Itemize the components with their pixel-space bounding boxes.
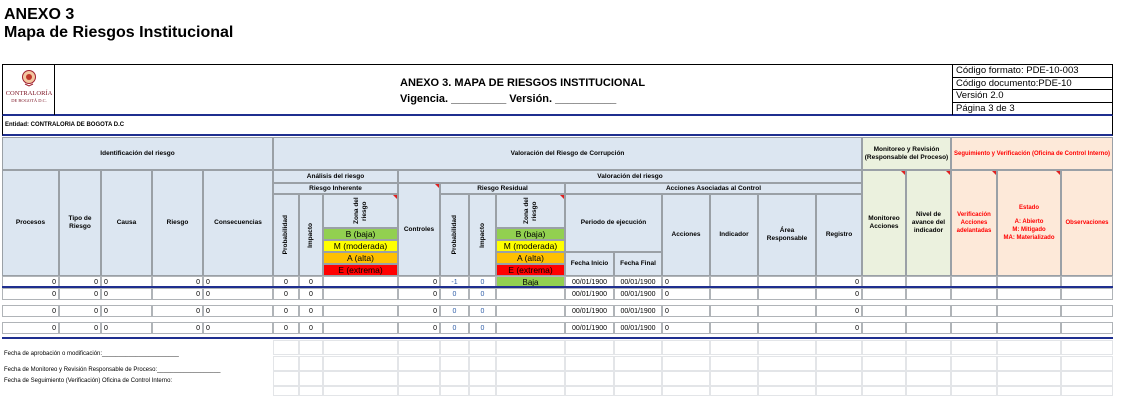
cell-empty bbox=[758, 322, 816, 334]
cell-rimp: 0 bbox=[469, 305, 496, 317]
cell-imp: 0 bbox=[299, 276, 323, 288]
footer-grid-cell bbox=[398, 386, 440, 396]
footer-grid-cell bbox=[710, 371, 758, 386]
footer-grid-cell bbox=[758, 340, 816, 355]
footer-grid-cell bbox=[862, 356, 906, 371]
cell-controles: 0 bbox=[398, 305, 440, 317]
footer-grid-cell bbox=[614, 386, 662, 396]
codigo-formato: Código formato: PDE-10-003 bbox=[953, 65, 1112, 78]
footer-grid-cell bbox=[496, 340, 565, 355]
cell-registro: 0 bbox=[816, 276, 862, 288]
footer-grid-cell bbox=[469, 340, 496, 355]
zone-moderada: M (moderada) bbox=[323, 240, 398, 252]
row-separator bbox=[2, 286, 1113, 288]
cell-procesos: 0 bbox=[2, 288, 59, 300]
footer-grid-cell bbox=[951, 356, 997, 371]
cell-rprob: 0 bbox=[440, 288, 469, 300]
comment-marker-icon bbox=[435, 184, 439, 188]
subsection-acciones-asociadas: Acciones Asociadas al Control bbox=[565, 183, 862, 194]
cell-empty bbox=[997, 288, 1061, 300]
footer-grid-cell bbox=[273, 356, 299, 371]
footer-grid-cell bbox=[951, 340, 997, 355]
comment-marker-icon bbox=[393, 195, 397, 199]
cell-empty bbox=[997, 305, 1061, 317]
col-causa: Causa bbox=[101, 170, 152, 276]
cell-ff: 00/01/1900 bbox=[614, 305, 662, 317]
cell-procesos: 0 bbox=[2, 305, 59, 317]
col-registro: Registro bbox=[816, 194, 862, 276]
footer-grid-cell bbox=[398, 340, 440, 355]
cell-rimp: 0 bbox=[469, 322, 496, 334]
footer-grid-cell bbox=[398, 371, 440, 386]
annex-title: ANEXO 3 bbox=[4, 6, 75, 23]
logo-text: CONTRALORÍA bbox=[5, 90, 53, 97]
zone-extrema: E (extrema) bbox=[323, 264, 398, 276]
zone-baja: B (baja) bbox=[323, 228, 398, 240]
cell-controles: 0 bbox=[398, 288, 440, 300]
footer-grid-cell bbox=[565, 356, 614, 371]
cell-tipo: 0 bbox=[59, 305, 101, 317]
cell-registro: 0 bbox=[816, 305, 862, 317]
footer-grid-cell bbox=[614, 371, 662, 386]
col-residual-probabilidad: Probabilidad bbox=[440, 194, 469, 276]
cell-tipo: 0 bbox=[59, 288, 101, 300]
section-monitoreo: Monitoreo y Revisión (Responsable del Proceso) bbox=[862, 137, 951, 170]
footer-grid-cell bbox=[758, 371, 816, 386]
footer-grid-cell bbox=[323, 386, 398, 396]
cell-causa: 0 bbox=[101, 305, 152, 317]
col-procesos: Procesos bbox=[2, 170, 59, 276]
cell-empty bbox=[710, 288, 758, 300]
logo bbox=[3, 65, 55, 115]
cell-registro: 0 bbox=[816, 288, 862, 300]
form-header bbox=[2, 64, 1113, 116]
footer-grid-cell bbox=[565, 386, 614, 396]
footer-grid-cell bbox=[323, 371, 398, 386]
footer-grid-cell bbox=[662, 356, 710, 371]
footer-grid-cell bbox=[951, 371, 997, 386]
cell-consec: 0 bbox=[203, 305, 273, 317]
cell-riesgo: 0 bbox=[152, 276, 203, 288]
estado-abierto: A: Abierto bbox=[1014, 219, 1044, 225]
section-identificacion: Identificación del riesgo bbox=[2, 137, 273, 170]
section-seguimiento: Seguimiento y Verificación (Oficina de Control Interno) bbox=[951, 137, 1113, 170]
footer-grid-cell bbox=[273, 340, 299, 355]
col-observaciones: Observaciones bbox=[1061, 170, 1113, 276]
cell-empty bbox=[758, 305, 816, 317]
footer-grid-cell bbox=[440, 340, 469, 355]
cell-fi: 00/01/1900 bbox=[565, 288, 614, 300]
footer-grid-cell bbox=[565, 340, 614, 355]
col-riesgo: Riesgo bbox=[152, 170, 203, 276]
footer-grid-cell bbox=[662, 340, 710, 355]
cell-prob: 0 bbox=[273, 305, 299, 317]
entidad: Entidad: CONTRALORIA DE BOGOTA D.C bbox=[2, 116, 1113, 136]
footer-grid-cell bbox=[496, 386, 565, 396]
cell-riesgo: 0 bbox=[152, 288, 203, 300]
footer-grid-cell bbox=[323, 340, 398, 355]
cell-imp: 0 bbox=[299, 305, 323, 317]
cell-imp: 0 bbox=[299, 322, 323, 334]
cell-empty bbox=[1061, 305, 1113, 317]
estado-materializado: MA: Materializado bbox=[1003, 235, 1055, 241]
footer-grid-cell bbox=[440, 386, 469, 396]
col-monitoreo-acciones: Monitoreo Acciones bbox=[862, 170, 906, 276]
footer-grid-cell bbox=[299, 386, 323, 396]
cell-rimp: 0 bbox=[469, 276, 496, 288]
footer-grid-cell bbox=[710, 356, 758, 371]
section-valoracion-corrupcion: Valoración del Riesgo de Corrupción bbox=[273, 137, 862, 170]
row-separator bbox=[2, 337, 1113, 339]
cell-residual-zone bbox=[496, 305, 565, 317]
footer-grid-cell bbox=[273, 371, 299, 386]
cell-acciones: 0 bbox=[662, 322, 710, 334]
footer-grid-cell bbox=[1061, 340, 1113, 355]
cell-prob: 0 bbox=[273, 276, 299, 288]
footer-grid-cell bbox=[906, 386, 951, 396]
fecha-monitoreo: Fecha de Monitoreo y Revisión Responsable de Proceso:___________________ bbox=[4, 367, 221, 373]
footer-grid-cell bbox=[323, 356, 398, 371]
cell-ff: 00/01/1900 bbox=[614, 288, 662, 300]
residual-zone-alta: A (alta) bbox=[496, 252, 565, 264]
footer-grid-cell bbox=[862, 386, 906, 396]
estado-mitigado: M: Mitigado bbox=[1012, 227, 1046, 233]
logo-subtext: DE BOGOTÁ D.C. bbox=[11, 98, 47, 103]
cell-residual-zone bbox=[496, 288, 565, 300]
comment-marker-icon bbox=[1056, 171, 1060, 175]
col-acciones: Acciones bbox=[662, 194, 710, 276]
footer-grid-cell bbox=[997, 340, 1061, 355]
codigo-documento: Código documento:PDE-10 bbox=[953, 78, 1112, 91]
cell-empty bbox=[323, 322, 398, 334]
subsection-riesgo-residual: Riesgo Residual bbox=[440, 183, 565, 194]
cell-prob: 0 bbox=[273, 322, 299, 334]
cell-empty bbox=[951, 288, 997, 300]
cell-empty bbox=[710, 305, 758, 317]
cell-empty bbox=[862, 288, 906, 300]
cell-rimp: 0 bbox=[469, 288, 496, 300]
cell-empty bbox=[323, 305, 398, 317]
fecha-seguimiento: Fecha de Seguimiento (Verificación) Oficina de Control Interno: bbox=[4, 378, 173, 384]
comment-marker-icon bbox=[992, 171, 996, 175]
footer-grid-cell bbox=[614, 340, 662, 355]
cell-prob: 0 bbox=[273, 288, 299, 300]
col-periodo-ejecucion: Periodo de ejecución bbox=[565, 194, 662, 252]
subsection-analisis: Análisis del riesgo bbox=[273, 170, 398, 183]
seal-icon bbox=[21, 69, 37, 87]
col-fecha-inicio: Fecha Inicio bbox=[565, 252, 614, 276]
cell-procesos: 0 bbox=[2, 276, 59, 288]
zone-alta: A (alta) bbox=[323, 252, 398, 264]
cell-empty bbox=[906, 322, 951, 334]
col-controles: Controles bbox=[398, 183, 440, 276]
cell-empty bbox=[1061, 288, 1113, 300]
cell-imp: 0 bbox=[299, 288, 323, 300]
cell-fi: 00/01/1900 bbox=[565, 276, 614, 288]
cell-residual-zone bbox=[496, 322, 565, 334]
footer-grid-cell bbox=[710, 386, 758, 396]
cell-fi: 00/01/1900 bbox=[565, 322, 614, 334]
cell-procesos: 0 bbox=[2, 322, 59, 334]
footer-grid-cell bbox=[997, 386, 1061, 396]
footer-grid-cell bbox=[997, 356, 1061, 371]
cell-empty bbox=[1061, 322, 1113, 334]
footer-grid-cell bbox=[469, 356, 496, 371]
footer-grid-cell bbox=[906, 356, 951, 371]
cell-empty bbox=[862, 322, 906, 334]
col-verificacion: Verificación Acciones adelantadas bbox=[951, 170, 997, 276]
col-consecuencias: Consecuencias bbox=[203, 170, 273, 276]
cell-causa: 0 bbox=[101, 288, 152, 300]
footer-grid-cell bbox=[496, 356, 565, 371]
col-fecha-final: Fecha Final bbox=[614, 252, 662, 276]
col-estado bbox=[997, 170, 1061, 276]
cell-tipo: 0 bbox=[59, 276, 101, 288]
footer-grid-cell bbox=[299, 340, 323, 355]
estado-title: Estado bbox=[1018, 205, 1039, 211]
cell-causa: 0 bbox=[101, 276, 152, 288]
footer-grid-cell bbox=[273, 386, 299, 396]
residual-zone-extrema: E (extrema) bbox=[496, 264, 565, 276]
footer-grid-cell bbox=[816, 386, 862, 396]
cell-empty bbox=[758, 288, 816, 300]
footer-grid-cell bbox=[1061, 386, 1113, 396]
footer-grid-cell bbox=[496, 371, 565, 386]
cell-riesgo: 0 bbox=[152, 322, 203, 334]
footer-grid-cell bbox=[997, 371, 1061, 386]
cell-fi: 00/01/1900 bbox=[565, 305, 614, 317]
cell-registro: 0 bbox=[816, 322, 862, 334]
footer-grid-cell bbox=[816, 340, 862, 355]
footer-grid-cell bbox=[906, 371, 951, 386]
residual-zone-moderada: M (moderada) bbox=[496, 240, 565, 252]
cell-residual-zone: Baja bbox=[496, 276, 565, 288]
cell-riesgo: 0 bbox=[152, 305, 203, 317]
col-residual-zona: Zona del riesgo bbox=[496, 194, 565, 228]
subsection-riesgo-inherente: Riesgo Inherente bbox=[273, 183, 398, 194]
cell-empty bbox=[906, 288, 951, 300]
comment-marker-icon bbox=[560, 195, 564, 199]
footer-grid-cell bbox=[758, 356, 816, 371]
cell-consec: 0 bbox=[203, 288, 273, 300]
footer-grid-cell bbox=[440, 356, 469, 371]
footer-grid-cell bbox=[862, 340, 906, 355]
cell-empty bbox=[951, 322, 997, 334]
subsection-valoracion: Valoración del riesgo bbox=[398, 170, 862, 183]
cell-causa: 0 bbox=[101, 322, 152, 334]
footer-grid-cell bbox=[662, 386, 710, 396]
cell-rprob: 0 bbox=[440, 322, 469, 334]
footer-grid-cell bbox=[662, 371, 710, 386]
residual-zone-baja: B (baja) bbox=[496, 228, 565, 240]
pagina: Página 3 de 3 bbox=[956, 102, 1015, 114]
header-center bbox=[55, 65, 953, 115]
cell-empty bbox=[997, 322, 1061, 334]
comment-marker-icon bbox=[901, 171, 905, 175]
footer-grid-cell bbox=[862, 371, 906, 386]
col-tipo-riesgo: Tipo de Riesgo bbox=[59, 170, 101, 276]
cell-rprob: -1 bbox=[440, 276, 469, 288]
footer-grid-cell bbox=[710, 340, 758, 355]
footer-grid-cell bbox=[1061, 356, 1113, 371]
footer-grid-cell bbox=[299, 371, 323, 386]
footer-grid-cell bbox=[816, 356, 862, 371]
cell-empty bbox=[710, 322, 758, 334]
cell-acciones: 0 bbox=[662, 276, 710, 288]
col-impacto: Impacto bbox=[299, 194, 323, 276]
col-zona-riesgo: Zona del riesgo bbox=[323, 194, 398, 228]
cell-empty bbox=[862, 305, 906, 317]
cell-controles: 0 bbox=[398, 322, 440, 334]
col-nivel-avance: Nivel de avance del indicador bbox=[906, 170, 951, 276]
footer-grid-cell bbox=[951, 386, 997, 396]
footer-grid-cell bbox=[816, 371, 862, 386]
cell-rprob: 0 bbox=[440, 305, 469, 317]
cell-acciones: 0 bbox=[662, 305, 710, 317]
cell-empty bbox=[323, 288, 398, 300]
footer-grid-cell bbox=[398, 356, 440, 371]
col-probabilidad: Probabilidad bbox=[273, 194, 299, 276]
comment-marker-icon bbox=[946, 171, 950, 175]
footer-grid-cell bbox=[906, 340, 951, 355]
col-residual-impacto: Impacto bbox=[469, 194, 496, 276]
version: Versión 2.0 bbox=[953, 90, 1112, 103]
header-codes bbox=[953, 65, 1112, 115]
col-area-responsable: Área Responsable bbox=[758, 194, 816, 276]
cell-tipo: 0 bbox=[59, 322, 101, 334]
cell-empty bbox=[951, 305, 997, 317]
footer-grid-cell bbox=[299, 356, 323, 371]
header-title: ANEXO 3. MAPA DE RIESGOS INSTITUCIONAL bbox=[400, 77, 646, 89]
col-indicador: Indicador bbox=[710, 194, 758, 276]
vigencia-version: Vigencia. _________ Versión. __________ bbox=[400, 93, 617, 105]
footer-grid-cell bbox=[565, 371, 614, 386]
footer-grid-cell bbox=[469, 371, 496, 386]
cell-ff: 00/01/1900 bbox=[614, 322, 662, 334]
footer-grid-cell bbox=[440, 371, 469, 386]
cell-acciones: 0 bbox=[662, 288, 710, 300]
cell-controles: 0 bbox=[398, 276, 440, 288]
footer-grid-cell bbox=[614, 356, 662, 371]
cell-ff: 00/01/1900 bbox=[614, 276, 662, 288]
footer-grid-cell bbox=[758, 386, 816, 396]
cell-consec: 0 bbox=[203, 322, 273, 334]
cell-empty bbox=[906, 305, 951, 317]
footer-grid-cell bbox=[469, 386, 496, 396]
document-subtitle: Mapa de Riesgos Institucional bbox=[4, 24, 234, 41]
cell-consec: 0 bbox=[203, 276, 273, 288]
fecha-aprobacion: Fecha de aprobación o modificación:_______________________ bbox=[4, 351, 179, 357]
footer-grid-cell bbox=[1061, 371, 1113, 386]
